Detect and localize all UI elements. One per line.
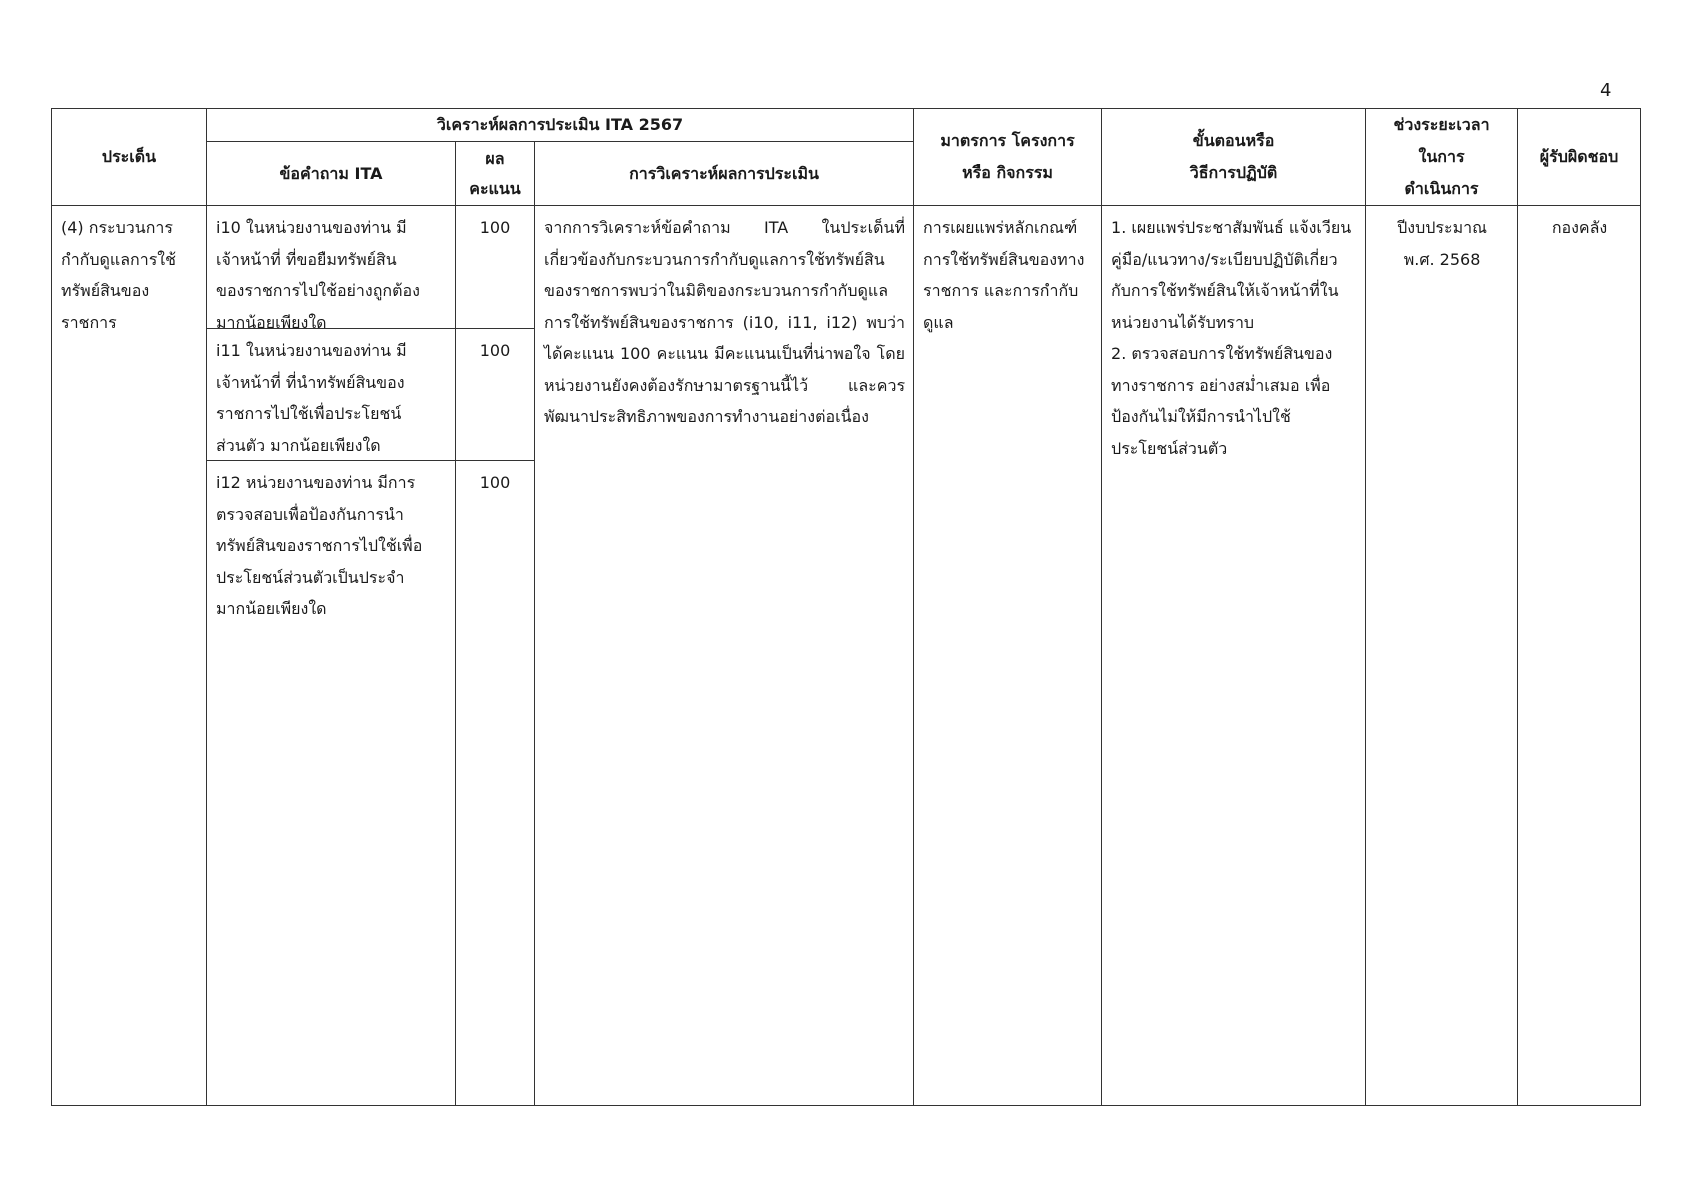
- steps-cell: [1102, 206, 1366, 1106]
- responsible-cell: [1518, 206, 1641, 1106]
- header-issue: ประเด็น: [52, 109, 207, 206]
- ita-analysis-table: [51, 108, 1641, 1106]
- question-i12: i12 หน่วยงานของท่าน มีการ ตรวจสอบเพื่อป้องกันการนำ ทรัพย์สินของราชการไปใช้เพื่อ ประโยชน์ส่วนตัวเป็นประจำ มากน้อยเพียงใด: [216, 473, 423, 618]
- analysis-cell: [535, 206, 914, 1106]
- question-i11: i11 ในหน่วยงานของท่าน มี เจ้าหน้าที่ ที่นำทรัพย์สินของ ราชการไปใช้เพื่อประโยชน์ ส่วนตัว มากน้อยเพียงใด: [207, 329, 455, 461]
- score-i10: 100: [456, 206, 534, 329]
- header-score: ผล คะแนน: [456, 142, 535, 206]
- issue-cell: [52, 206, 207, 1106]
- header-measure: มาตรการ โครงการ หรือ กิจกรรม: [914, 109, 1102, 206]
- questions-cell: [207, 206, 456, 1106]
- scores-cell: [456, 206, 535, 1106]
- page-number: 4: [1600, 80, 1612, 101]
- header-analysis-group: วิเคราะห์ผลการประเมิน ITA 2567: [207, 109, 914, 142]
- question-i10: i10 ในหน่วยงานของท่าน มี เจ้าหน้าที่ ที่ขอยืมทรัพย์สิน ของราชการไปใช้อย่างถูกต้อง มากน้อยเพียงใด: [207, 206, 455, 329]
- score-i12: 100: [479, 473, 511, 492]
- period-cell: [1366, 206, 1518, 1106]
- steps-text: 1. เผยแพร่ประชาสัมพันธ์ แจ้งเวียน คู่มือ/แนวทาง/ระเบียบปฏิบัติเกี่ยวกับการใช้ทรัพย์สินให้เจ้าหน้าที่ในหน่วยงานได้รับทราบ 2. ตรวจสอบการใช้ทรัพย์สินของทางราชการ อย่างสม่ำเสมอ เพื่อป้องกันไม่ให้มีการนำไปใช้ประโยชน์ส่วนตัว: [1111, 218, 1352, 458]
- analysis-text: จากการวิเคราะห์ข้อคำถาม ITA ในประเด็นที่เกี่ยวข้องกับกระบวนการกำกับดูแลการใช้ทรัพย์สินของราชการพบว่าในมิติของกระบวนการกำกับดูแลการใช้ทรัพย์สินของราชการ (i10, i11, i12) พบว่าได้คะแนน 100 คะแนน มีคะแนนเป็นที่น่าพอใจ โดยหน่วยงานยังคงต้องรักษามาตรฐานนี้ไว้ และควรพัฒนาประสิทธิภาพของการทำงานอย่างต่อเนื่อง: [544, 218, 906, 426]
- measure-cell: [914, 206, 1102, 1106]
- responsible-text: กองคลัง: [1551, 218, 1608, 237]
- header-period: ช่วงระยะเวลา ในการ ดำเนินการ: [1366, 109, 1518, 206]
- header-steps: ขั้นตอนหรือ วิธีการปฏิบัติ: [1102, 109, 1366, 206]
- measure-text: การเผยแพร่หลักเกณฑ์การใช้ทรัพย์สินของทางราชการ และการกำกับดูแล: [923, 218, 1085, 332]
- header-question: ข้อคำถาม ITA: [207, 142, 456, 206]
- period-text: ปีงบประมาณ พ.ศ. 2568: [1397, 218, 1487, 269]
- issue-text: (4) กระบวนการ กำกับดูแลการใช้ ทรัพย์สินของ ราชการ: [61, 218, 176, 332]
- score-i11: 100: [456, 329, 534, 461]
- header-responsible: ผู้รับผิดชอบ: [1518, 109, 1641, 206]
- header-analysis: การวิเคราะห์ผลการประเมิน: [535, 142, 914, 206]
